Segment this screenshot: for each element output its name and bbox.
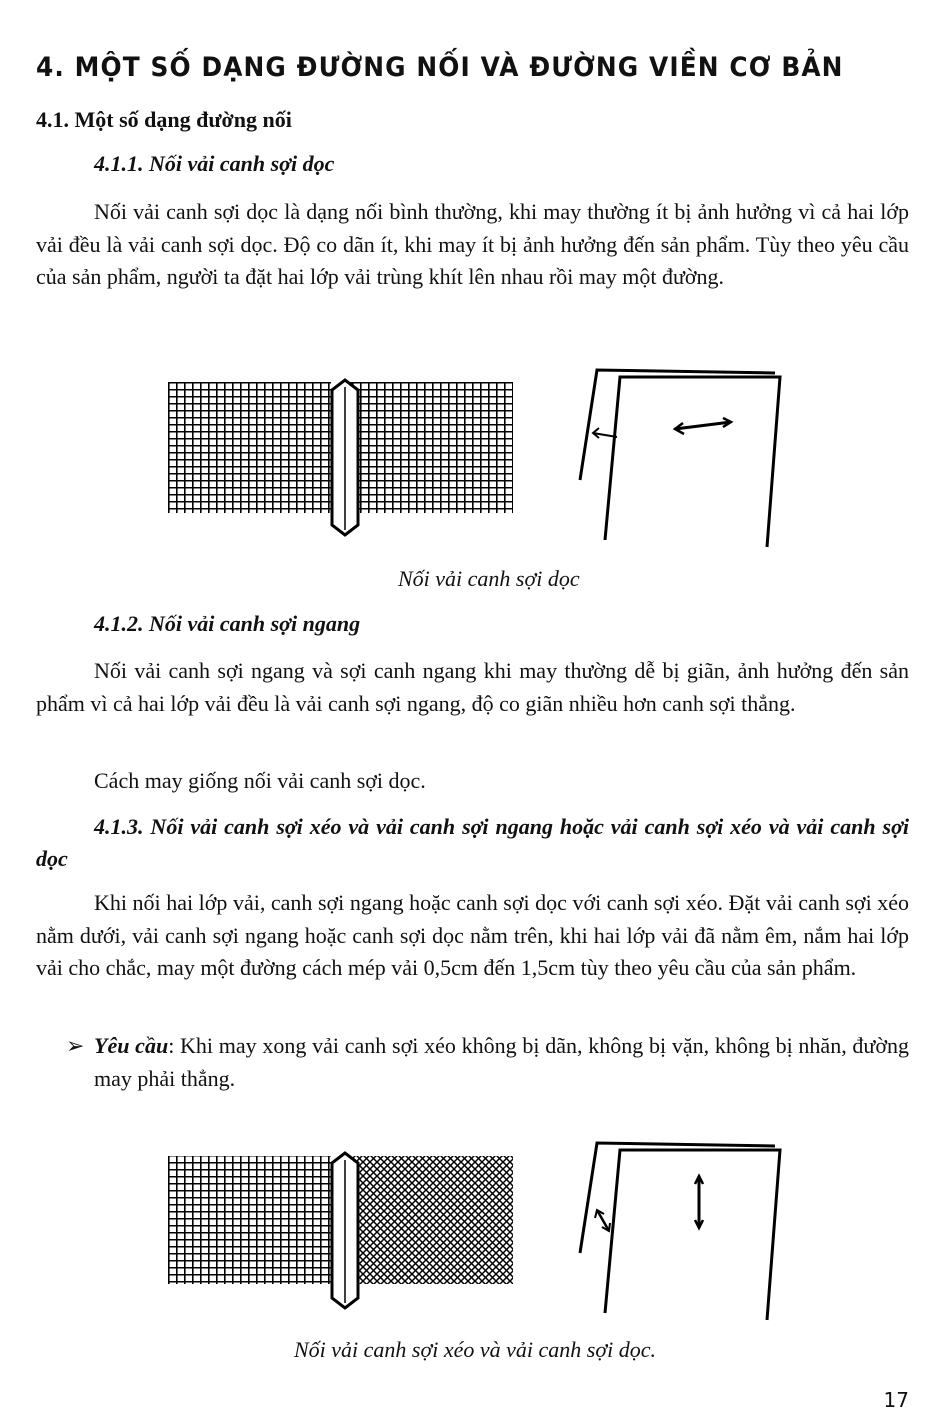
- arrow-bullet-icon: ➢: [66, 1033, 85, 1058]
- requirement-text: : Khi may xong vải canh sợi xéo không bị dãn, không bị vặn, không bị nhăn, đường may phải thẳng.: [94, 1033, 909, 1091]
- subheading-4-1-1: 4.1.1. Nối vải canh sợi dọc: [94, 151, 335, 176]
- paragraph-4-1-2-note: Cách may giống nối vải canh sợi dọc.: [94, 768, 426, 793]
- figure-1-caption: Nối vải canh sợi dọc: [398, 566, 580, 591]
- paragraph-4-1-1: Nối vải canh sợi dọc là dạng nối bình thường, khi may thường ít bị ảnh hưởng vì cả hai lớp vải đều là vải canh sợi dọc. Độ co dãn ít, khi may ít bị ảnh hưởng đến sản phẩm. Tùy theo yêu cầu của sản phẩm, người ta đặt hai lớp vải trùng khít lên nhau rồi may một đường.: [36, 199, 909, 289]
- subheading-4-1-3: 4.1.3. Nối vải canh sợi xéo và vải canh sợi ngang hoặc vải canh sợi xéo và vải canh sợi dọc: [36, 814, 909, 871]
- section-heading-4-1: 4.1. Một số dạng đường nối: [36, 107, 292, 132]
- figure-2-bias-seam: [160, 1148, 530, 1318]
- paragraph-4-1-2: Nối vải canh sợi ngang và sợi canh ngang khi may thường dễ bị giãn, ảnh hưởng đến sản phẩm vì cả hai lớp vải đều là vải canh sợi ngang, độ co giãn nhiều hơn canh sợi thẳng.: [36, 658, 909, 716]
- figure-1-grid-seam: [160, 375, 530, 545]
- page-number: 17: [883, 1388, 909, 1412]
- paragraph-4-1-3: Khi nối hai lớp vải, canh sợi ngang hoặc canh sợi dọc với canh sợi xéo. Đặt vải canh sợi xéo nằm dưới, vải canh sợi ngang hoặc canh sợi dọc nằm trên, khi hai lớp vải đã nằm êm, nắm hai lớp vải cho chắc, may một đường cách mép vải 0,5cm đến 1,5cm tùy theo yêu cầu của sản phẩm.: [36, 890, 909, 980]
- subheading-4-1-2: 4.1.2. Nối vải canh sợi ngang: [94, 611, 361, 636]
- figure-2-caption: Nối vải canh sợi xéo và vải canh sợi dọc.: [294, 1337, 656, 1362]
- requirement-label: Yêu cầu: [94, 1033, 169, 1058]
- figure-1-fold-diagram: [575, 365, 790, 550]
- main-heading: 4. MỘT SỐ DẠNG ĐƯỜNG NỐI VÀ ĐƯỜNG VIỀN CƠ BẢN: [36, 52, 844, 83]
- figure-2-fold-diagram: [575, 1138, 790, 1323]
